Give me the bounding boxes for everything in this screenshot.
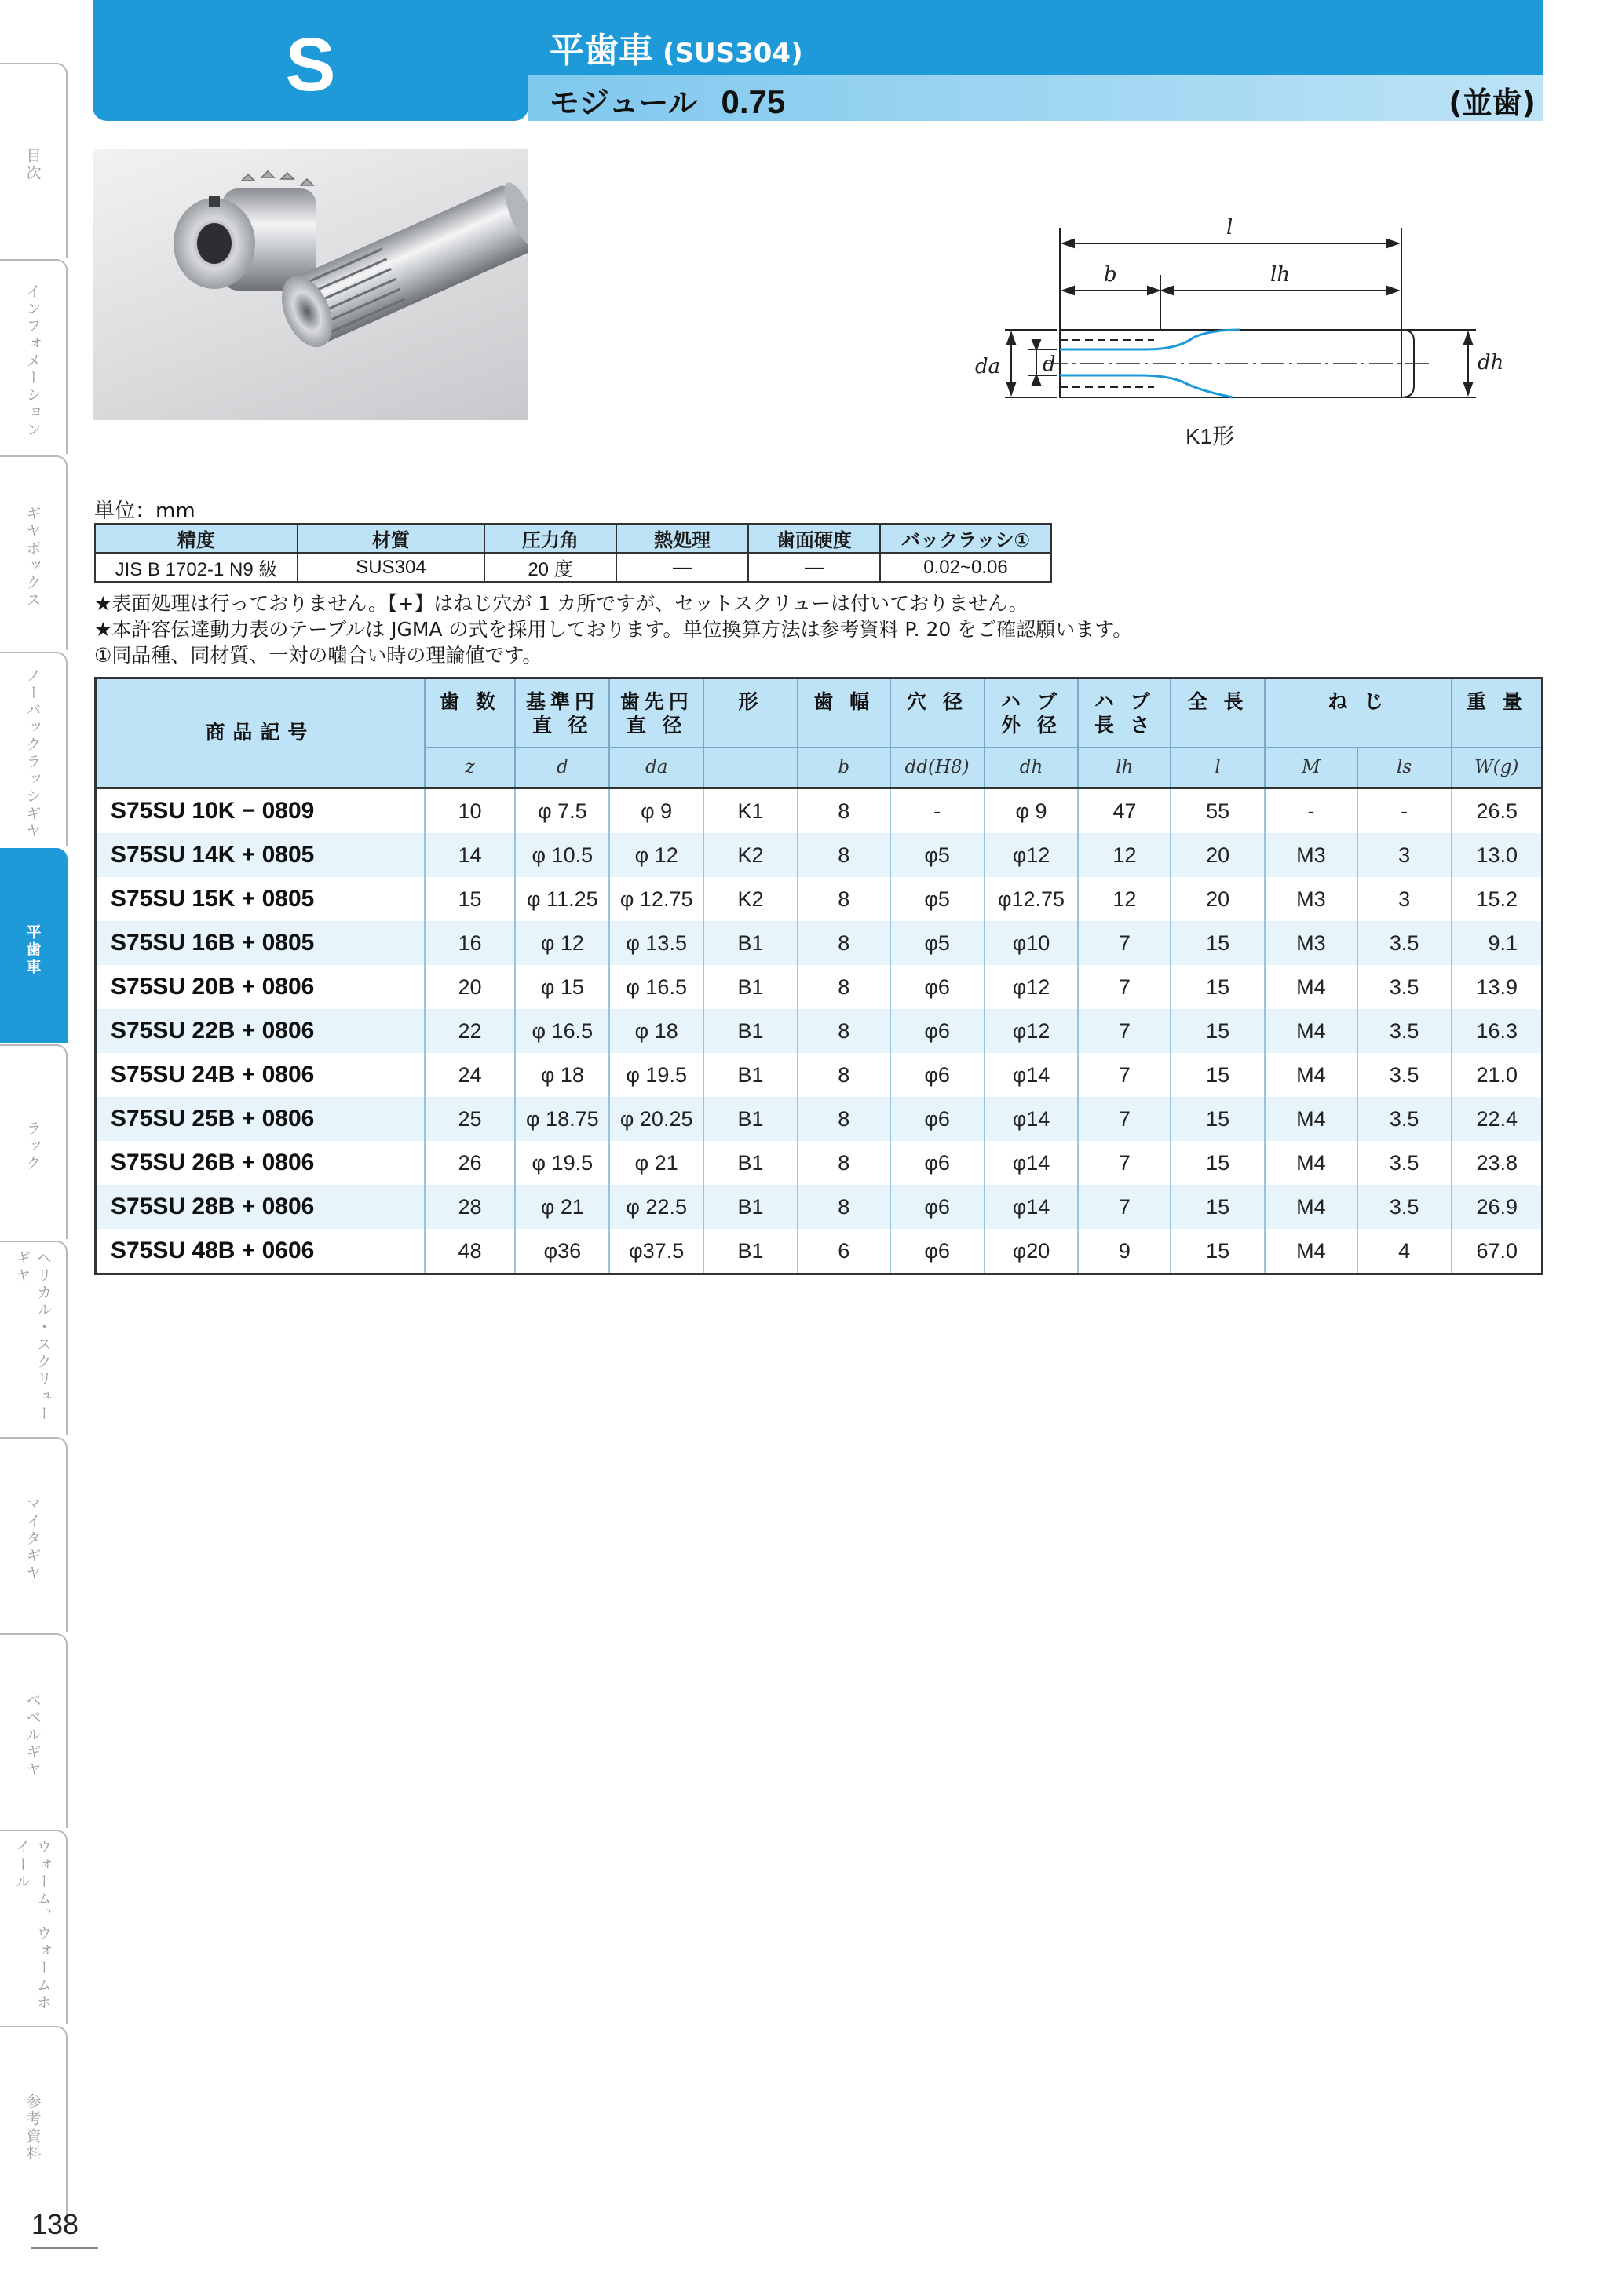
table-cell: 8 bbox=[798, 788, 890, 834]
table-cell: B1 bbox=[703, 1229, 798, 1274]
table-cell: 23.8 bbox=[1452, 1141, 1543, 1185]
table-cell: 15 bbox=[1171, 921, 1265, 965]
header-line: 長 さ bbox=[1094, 714, 1155, 737]
side-tab-label: ウォーム、ウォームホイール bbox=[13, 1839, 52, 2012]
table-cell: 6 bbox=[798, 1229, 890, 1274]
symbol-cell: b bbox=[798, 748, 890, 788]
table-cell: 15 bbox=[425, 877, 516, 921]
side-tab-7[interactable] bbox=[0, 1437, 68, 1632]
module-value: 0.75 bbox=[721, 83, 786, 120]
page-title bbox=[550, 22, 803, 72]
table-cell: φ 16.5 bbox=[609, 965, 703, 1009]
table-cell: φ6 bbox=[890, 1009, 985, 1053]
table-cell: 26.5 bbox=[1452, 788, 1543, 834]
table-cell: φ 16.5 bbox=[515, 1009, 609, 1053]
table-row bbox=[96, 1141, 1543, 1185]
product-code: S75SU 25B + 0806 bbox=[96, 1097, 425, 1141]
table-row bbox=[96, 921, 1543, 965]
table-cell: 13.9 bbox=[1452, 965, 1543, 1009]
table-cell: 7 bbox=[1078, 921, 1171, 965]
product-code: S75SU 10K − 0809 bbox=[96, 788, 425, 834]
dim-d: d bbox=[1043, 353, 1056, 376]
table-cell: 8 bbox=[798, 1009, 890, 1053]
table-cell: φ12 bbox=[985, 833, 1079, 877]
table-cell: 20 bbox=[1171, 833, 1265, 877]
unit-label: 単位：mm bbox=[94, 499, 195, 523]
symbol-cell: dd(H8) bbox=[890, 748, 985, 788]
table-cell: φ 18 bbox=[515, 1053, 609, 1097]
header-line: ね じ bbox=[1328, 690, 1389, 713]
table-cell: 15.2 bbox=[1452, 877, 1543, 921]
table-cell: 16.3 bbox=[1452, 1009, 1543, 1053]
table-cell: 8 bbox=[798, 1097, 890, 1141]
spec-header-cell: 圧力角 bbox=[484, 524, 616, 553]
table-cell: 7 bbox=[1078, 965, 1171, 1009]
series-letter: S bbox=[285, 23, 336, 107]
product-code: S75SU 28B + 0806 bbox=[96, 1185, 425, 1229]
table-cell: 8 bbox=[798, 921, 890, 965]
table-cell: φ 12.75 bbox=[609, 877, 703, 921]
table-cell: 8 bbox=[798, 1053, 890, 1097]
table-cell: M4 bbox=[1265, 1009, 1357, 1053]
table-cell: φ 21 bbox=[609, 1141, 703, 1185]
product-code: S75SU 14K + 0805 bbox=[96, 833, 425, 877]
page-number-rule bbox=[31, 2247, 98, 2249]
table-cell: φ 19.5 bbox=[515, 1141, 609, 1185]
table-header-row bbox=[96, 678, 1543, 748]
table-cell: 16 bbox=[425, 921, 516, 965]
table-row bbox=[96, 1229, 1543, 1274]
table-cell: φ 7.5 bbox=[515, 788, 609, 834]
header-line: 基準円 bbox=[525, 690, 599, 713]
notes bbox=[94, 590, 1132, 668]
table-cell: φ14 bbox=[985, 1141, 1079, 1185]
table-cell: φ6 bbox=[890, 1185, 985, 1229]
header-line: 外 径 bbox=[1001, 714, 1061, 737]
table-cell: 55 bbox=[1171, 788, 1265, 834]
spec-header-cell: 歯面硬度 bbox=[748, 524, 880, 553]
table-cell: φ 10.5 bbox=[515, 833, 609, 877]
table-cell: 3.5 bbox=[1357, 921, 1452, 965]
table-cell: φ6 bbox=[890, 1097, 985, 1141]
module-line bbox=[550, 79, 785, 122]
table-cell: 8 bbox=[798, 877, 890, 921]
dim-b: b bbox=[1104, 263, 1117, 287]
side-tab-3[interactable] bbox=[0, 652, 68, 846]
header-type bbox=[703, 678, 798, 748]
table-cell: 22 bbox=[425, 1009, 516, 1053]
table-cell: 3.5 bbox=[1357, 965, 1452, 1009]
table-cell: M3 bbox=[1265, 833, 1357, 877]
dim-l: l bbox=[1226, 216, 1233, 239]
table-cell: φ5 bbox=[890, 921, 985, 965]
spec-value-cell: 0.02~0.06 bbox=[880, 553, 1051, 582]
table-cell: 3 bbox=[1357, 877, 1452, 921]
header-hub-diameter bbox=[985, 678, 1079, 748]
side-tab-label: ノーバックラッシギヤ bbox=[24, 667, 42, 840]
table-cell: 26 bbox=[425, 1141, 516, 1185]
side-tab-label: インフォメーション bbox=[24, 283, 42, 439]
table-cell: M4 bbox=[1265, 1141, 1357, 1185]
side-tab-9[interactable] bbox=[0, 1830, 68, 2024]
table-cell: φ37.5 bbox=[609, 1229, 703, 1274]
tooth-type: (並歯) bbox=[1448, 86, 1536, 120]
table-cell: 28 bbox=[425, 1185, 516, 1229]
side-tab-5[interactable] bbox=[0, 1044, 68, 1239]
table-cell: 20 bbox=[425, 965, 516, 1009]
table-cell: 8 bbox=[798, 833, 890, 877]
product-code: S75SU 22B + 0806 bbox=[96, 1009, 425, 1053]
spec-value-cell: JIS B 1702-1 N9 級 bbox=[95, 553, 298, 582]
table-cell: φ 13.5 bbox=[609, 921, 703, 965]
note-line: ★本許容伝達動力表のテーブルは JGMA の式を採用しております。単位換算方法は参考資料 P. 20 をご確認願います。 bbox=[94, 618, 1133, 641]
table-cell: φ5 bbox=[890, 833, 985, 877]
product-table bbox=[94, 677, 1543, 1275]
table-cell: M3 bbox=[1265, 921, 1357, 965]
table-cell: K2 bbox=[703, 877, 798, 921]
table-cell: φ6 bbox=[890, 1229, 985, 1274]
table-cell: 15 bbox=[1171, 1009, 1265, 1053]
spec-header-cell: 材質 bbox=[298, 524, 484, 553]
product-photo bbox=[93, 149, 528, 420]
dim-dh: dh bbox=[1478, 351, 1504, 375]
spec-value-cell: 20 度 bbox=[484, 553, 616, 582]
table-cell: 15 bbox=[1171, 1185, 1265, 1229]
spec-value-cell: — bbox=[748, 553, 880, 582]
header-line: 歯先円 bbox=[619, 690, 693, 713]
header-line: 穴 径 bbox=[907, 690, 967, 713]
table-cell: φ12 bbox=[985, 965, 1079, 1009]
table-cell: B1 bbox=[703, 1185, 798, 1229]
table-cell: M3 bbox=[1265, 877, 1357, 921]
table-cell: 15 bbox=[1171, 965, 1265, 1009]
table-cell: 21.0 bbox=[1452, 1053, 1543, 1097]
table-cell: φ 20.25 bbox=[609, 1097, 703, 1141]
table-row bbox=[96, 1185, 1543, 1229]
side-tab-1[interactable] bbox=[0, 259, 68, 454]
table-row bbox=[96, 1053, 1543, 1097]
table-cell: φ14 bbox=[985, 1053, 1079, 1097]
product-code: S75SU 15K + 0805 bbox=[111, 886, 315, 912]
spec-value-row bbox=[95, 553, 1051, 582]
product-code: S75SU 26B + 0806 bbox=[111, 1150, 315, 1175]
table-row bbox=[96, 1009, 1543, 1053]
table-cell: φ 11.25 bbox=[515, 877, 609, 921]
drawing-caption: K1形 bbox=[1185, 424, 1235, 448]
table-cell: M4 bbox=[1265, 1097, 1357, 1141]
table-cell: φ5 bbox=[890, 877, 985, 921]
k1-drawing bbox=[919, 212, 1515, 448]
table-cell: 3.5 bbox=[1357, 1141, 1452, 1185]
header-line: 全 長 bbox=[1187, 690, 1248, 713]
header-line: 直 径 bbox=[532, 714, 593, 737]
table-cell: K2 bbox=[703, 833, 798, 877]
table-cell: 9 bbox=[1078, 1229, 1171, 1274]
table-cell: 15 bbox=[1171, 1229, 1265, 1274]
table-cell: φ36 bbox=[515, 1229, 609, 1274]
table-cell: φ6 bbox=[890, 965, 985, 1009]
side-tab-4[interactable] bbox=[0, 848, 68, 1043]
symbol-cell: da bbox=[609, 748, 703, 788]
module-label: モジュール bbox=[550, 86, 698, 120]
table-row bbox=[96, 833, 1543, 877]
table-cell: 7 bbox=[1078, 1053, 1171, 1097]
spec-header-cell: 精度 bbox=[95, 524, 298, 553]
table-cell: 8 bbox=[798, 1141, 890, 1185]
side-tab-label: 参考資料 bbox=[24, 2093, 42, 2163]
side-tab-label: 目次 bbox=[24, 148, 42, 182]
header-total-length bbox=[1171, 678, 1265, 748]
table-row bbox=[96, 965, 1543, 1009]
symbol-cell bbox=[703, 748, 798, 788]
table-cell: 9.1 bbox=[1452, 921, 1543, 965]
table-cell: φ12 bbox=[985, 1009, 1079, 1053]
header-line: ハ ブ bbox=[1094, 690, 1155, 713]
table-cell: φ 15 bbox=[515, 965, 609, 1009]
spec-table bbox=[94, 523, 1052, 583]
header-code: 商品記号 bbox=[96, 678, 425, 788]
side-tab-label: ヘリカル・スクリューギヤ bbox=[13, 1250, 52, 1423]
dim-lh: lh bbox=[1270, 263, 1291, 287]
table-cell: 10 bbox=[425, 788, 516, 834]
table-cell: φ 12 bbox=[609, 833, 703, 877]
table-cell: 12 bbox=[1078, 877, 1171, 921]
side-tab-0[interactable] bbox=[0, 63, 68, 258]
table-cell: M4 bbox=[1265, 1053, 1357, 1097]
symbol-cell: dh bbox=[985, 748, 1079, 788]
side-tab-label: ベベルギヤ bbox=[24, 1692, 42, 1779]
table-cell: 7 bbox=[1078, 1009, 1171, 1053]
table-cell: - bbox=[890, 788, 985, 834]
series-badge bbox=[93, 0, 528, 121]
table-row bbox=[96, 788, 1543, 834]
table-cell: 3.5 bbox=[1357, 1009, 1452, 1053]
table-cell: 7 bbox=[1078, 1141, 1171, 1185]
symbol-cell: lh bbox=[1078, 748, 1171, 788]
table-cell: φ 18.75 bbox=[515, 1097, 609, 1141]
table-cell: 4 bbox=[1357, 1229, 1452, 1274]
side-tab-2[interactable] bbox=[0, 455, 68, 650]
table-row bbox=[96, 877, 1543, 921]
header-screw bbox=[1265, 678, 1452, 748]
spec-value-cell: — bbox=[616, 553, 748, 582]
header-teeth bbox=[425, 678, 516, 748]
table-cell: φ12.75 bbox=[985, 877, 1079, 921]
header-tip-diameter bbox=[609, 678, 703, 748]
symbol-cell: W(g) bbox=[1452, 748, 1543, 788]
table-cell: φ 9 bbox=[609, 788, 703, 834]
table-cell: B1 bbox=[703, 1141, 798, 1185]
table-cell: 47 bbox=[1078, 788, 1171, 834]
header-line: 重 量 bbox=[1466, 690, 1527, 713]
table-cell: B1 bbox=[703, 1097, 798, 1141]
dim-da: da bbox=[975, 355, 1001, 378]
table-cell: M4 bbox=[1265, 1185, 1357, 1229]
table-cell: 67.0 bbox=[1452, 1229, 1543, 1274]
table-cell: - bbox=[1265, 788, 1357, 834]
side-tab-label: ギヤボックス bbox=[24, 506, 42, 609]
table-cell: 3.5 bbox=[1357, 1185, 1452, 1229]
note-line: ★表面処理は行っておりません。【+】はねじ穴が 1 カ所ですが、セットスクリューは付いておりません。 bbox=[94, 592, 1028, 615]
header-weight bbox=[1452, 678, 1543, 748]
table-cell: K1 bbox=[703, 788, 798, 834]
table-cell: φ 22.5 bbox=[609, 1185, 703, 1229]
product-code: S75SU 20B + 0806 bbox=[111, 974, 315, 1000]
table-cell: φ20 bbox=[985, 1229, 1079, 1274]
side-tab-label: 平歯車 bbox=[24, 924, 42, 976]
side-tab-8[interactable] bbox=[0, 1633, 68, 1828]
table-cell: φ 21 bbox=[515, 1185, 609, 1229]
table-cell: φ 19.5 bbox=[609, 1053, 703, 1097]
table-cell: B1 bbox=[703, 1009, 798, 1053]
header-line: 歯 数 bbox=[440, 690, 500, 713]
table-cell: M4 bbox=[1265, 965, 1357, 1009]
header-line: 形 bbox=[738, 690, 763, 713]
table-cell: B1 bbox=[703, 965, 798, 1009]
table-cell: 15 bbox=[1171, 1141, 1265, 1185]
symbol-cell: z bbox=[425, 748, 516, 788]
product-code: S75SU 48B + 0606 bbox=[111, 1238, 315, 1263]
title-text: 平歯車 bbox=[550, 31, 653, 71]
table-cell: 20 bbox=[1171, 877, 1265, 921]
table-cell: 26.9 bbox=[1452, 1185, 1543, 1229]
table-cell: φ6 bbox=[890, 1053, 985, 1097]
table-cell: φ6 bbox=[890, 1141, 985, 1185]
spec-value-cell: SUS304 bbox=[298, 553, 484, 582]
table-cell: φ 12 bbox=[515, 921, 609, 965]
symbol-cell: d bbox=[515, 748, 609, 788]
table-cell: B1 bbox=[703, 1053, 798, 1097]
table-cell: 15 bbox=[1171, 1097, 1265, 1141]
table-cell: 25 bbox=[425, 1097, 516, 1141]
table-cell: φ 18 bbox=[609, 1009, 703, 1053]
table-cell: φ14 bbox=[985, 1185, 1079, 1229]
spec-header-row bbox=[95, 524, 1051, 553]
table-cell: 8 bbox=[798, 965, 890, 1009]
table-cell: φ10 bbox=[985, 921, 1079, 965]
header-line: ハ ブ bbox=[1001, 690, 1061, 713]
table-cell: 3 bbox=[1357, 833, 1452, 877]
product-code: S75SU 24B + 0806 bbox=[111, 1062, 315, 1088]
table-cell: 3.5 bbox=[1357, 1053, 1452, 1097]
table-cell: B1 bbox=[703, 921, 798, 965]
table-cell: - bbox=[1357, 788, 1452, 834]
table-cell: 24 bbox=[425, 1053, 516, 1097]
table-cell: φ 9 bbox=[985, 788, 1079, 834]
header-pitch-diameter bbox=[515, 678, 609, 748]
header-line: 直 径 bbox=[626, 714, 687, 737]
table-cell: 22.4 bbox=[1452, 1097, 1543, 1141]
header-bore bbox=[890, 678, 985, 748]
table-cell: 48 bbox=[425, 1229, 516, 1274]
symbol-cell: l bbox=[1171, 748, 1265, 788]
table-cell: 13.0 bbox=[1452, 833, 1543, 877]
side-tab-label: マイタギヤ bbox=[24, 1496, 42, 1582]
symbol-cell: M bbox=[1265, 748, 1357, 788]
table-cell: M4 bbox=[1265, 1229, 1357, 1274]
header-hub-length bbox=[1078, 678, 1171, 748]
spec-header-cell: バックラッシ① bbox=[880, 524, 1051, 553]
table-cell: φ14 bbox=[985, 1097, 1079, 1141]
table-row bbox=[96, 1097, 1543, 1141]
side-tab-6[interactable] bbox=[0, 1241, 68, 1435]
header-line: 歯 幅 bbox=[813, 690, 875, 713]
table-cell: 7 bbox=[1078, 1097, 1171, 1141]
table-cell: 15 bbox=[1171, 1053, 1265, 1097]
page-number: 138 bbox=[31, 2208, 79, 2240]
gear-illustration bbox=[93, 149, 528, 420]
table-cell: 12 bbox=[1078, 833, 1171, 877]
table-cell: 14 bbox=[425, 833, 516, 877]
symbol-cell: ls bbox=[1357, 748, 1452, 788]
title-material: (SUS304) bbox=[663, 38, 803, 69]
table-cell: 8 bbox=[798, 1185, 890, 1229]
spec-header-cell: 熱処理 bbox=[616, 524, 748, 553]
side-tab-10[interactable] bbox=[0, 2026, 68, 2221]
header-face-width bbox=[798, 678, 890, 748]
table-cell: 7 bbox=[1078, 1185, 1171, 1229]
table-cell: 3.5 bbox=[1357, 1097, 1452, 1141]
note-line: ①同品種、同材質、一対の噛合い時の理論値です。 bbox=[94, 644, 542, 667]
product-code: S75SU 16B + 0805 bbox=[96, 921, 425, 965]
side-tab-label: ラック bbox=[24, 1121, 42, 1172]
